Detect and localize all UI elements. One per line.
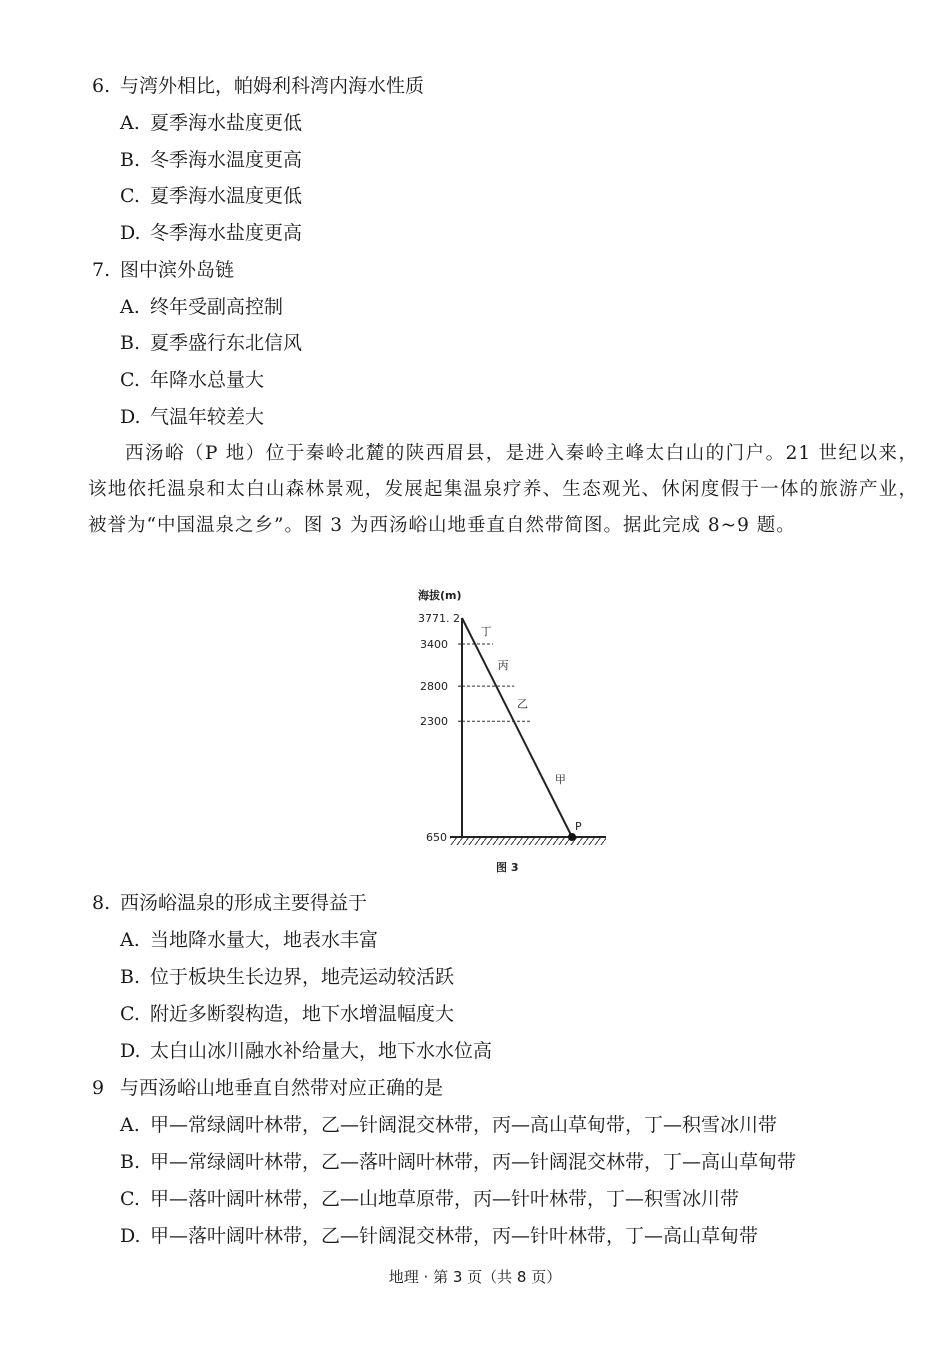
question-9-option-b bbox=[120, 1149, 796, 1175]
option-label: B. bbox=[120, 1151, 141, 1173]
y-axis-title: 海拔(m) bbox=[418, 589, 462, 602]
option-text: 甲—常绿阔叶林带，乙—落叶阔叶林带，丙—针阔混交林带，丁—高山草甸带 bbox=[150, 1151, 797, 1173]
option-label: B. bbox=[120, 332, 141, 354]
zone-label: 丙 bbox=[497, 659, 509, 673]
question-8-option-d bbox=[120, 1038, 492, 1064]
question-8-option-b bbox=[120, 964, 454, 990]
option-text: 附近多断裂构造，地下水增温幅度大 bbox=[150, 1003, 455, 1025]
option-label: D. bbox=[120, 406, 141, 428]
question-text: 与西汤峪山地垂直自然带对应正确的是 bbox=[120, 1077, 444, 1099]
base-elevation-label: 650 bbox=[426, 831, 447, 844]
elevation-tick-label: 2800 bbox=[420, 680, 448, 694]
question-8-stem bbox=[92, 890, 367, 916]
option-text: 冬季海水盐度更高 bbox=[150, 222, 303, 244]
option-text: 夏季盛行东北信风 bbox=[150, 332, 303, 354]
option-text: 夏季海水盐度更低 bbox=[150, 112, 303, 134]
ground-hatching bbox=[450, 837, 606, 845]
question-8-option-c bbox=[120, 1001, 454, 1027]
option-text: 位于板块生长边界，地壳运动较活跃 bbox=[150, 966, 455, 988]
question-9-option-c bbox=[120, 1186, 739, 1212]
option-label: D. bbox=[120, 1040, 141, 1062]
question-number: 7. bbox=[92, 259, 111, 281]
question-text: 西汤峪温泉的形成主要得益于 bbox=[120, 892, 368, 914]
elevation-tick-label: 2300 bbox=[420, 715, 448, 729]
figure-caption: 图 3 bbox=[496, 861, 519, 874]
elevation-tick-label: 3400 bbox=[420, 638, 448, 652]
peak-elevation-label: 3771. 2 bbox=[418, 612, 460, 625]
question-9-option-a bbox=[120, 1112, 777, 1138]
option-text: 甲—落叶阔叶林带，乙—山地草原带，丙—针叶林带，丁—积雪冰川带 bbox=[150, 1188, 740, 1210]
option-label: A. bbox=[120, 929, 140, 951]
option-label: C. bbox=[120, 1003, 140, 1025]
zone-label: 乙 bbox=[517, 697, 529, 711]
question-9-stem bbox=[92, 1075, 443, 1101]
question-text: 与湾外相比，帕姆利科湾内海水性质 bbox=[120, 75, 425, 97]
question-9-option-d bbox=[120, 1223, 758, 1249]
zone-label: 甲 bbox=[554, 773, 566, 787]
point-p-label: P bbox=[575, 820, 582, 833]
option-label: A. bbox=[120, 112, 140, 134]
option-label: A. bbox=[120, 1114, 140, 1136]
option-label: A. bbox=[120, 296, 140, 318]
option-text: 甲—落叶阔叶林带，乙—针阔混交林带，丙—针叶林带，丁—高山草甸带 bbox=[150, 1225, 759, 1247]
option-text: 终年受副高控制 bbox=[150, 296, 284, 318]
option-label: C. bbox=[120, 1188, 140, 1210]
question-6-option-d bbox=[120, 220, 302, 246]
option-text: 当地降水量大，地表水丰富 bbox=[150, 929, 379, 951]
question-number: 9 bbox=[92, 1077, 105, 1099]
option-text: 夏季海水温度更低 bbox=[150, 185, 303, 207]
question-8-option-a bbox=[120, 927, 378, 953]
page-footer: 地理 · 第 3 页（共 8 页） bbox=[388, 1268, 562, 1286]
question-6-option-c bbox=[120, 183, 302, 209]
question-number: 6. bbox=[92, 75, 111, 97]
point-p-marker bbox=[568, 833, 576, 841]
option-text: 年降水总量大 bbox=[150, 369, 265, 391]
zone-label: 丁 bbox=[480, 625, 492, 639]
figure-3-vertical-zones bbox=[400, 585, 640, 885]
option-label: B. bbox=[120, 149, 141, 171]
option-text: 冬季海水温度更高 bbox=[150, 149, 303, 171]
question-number: 8. bbox=[92, 892, 111, 914]
option-label: C. bbox=[120, 185, 140, 207]
vertical-zone-diagram bbox=[400, 585, 640, 885]
passage-text: 西汤峪（P 地）位于秦岭北麓的陕西眉县，是进入秦岭主峰太白山的门户。21 世纪以来，该地依托温泉和太白山森林景观，发展起集温泉疗养、生态观光、休闲度假于一体的旅游产业，被誉为“中国温泉之乡”。图 3 为西汤峪山地垂直自然带简图。据此完成 8~9 题。 bbox=[88, 443, 918, 536]
reading-passage bbox=[88, 436, 918, 544]
question-text: 图中滨外岛链 bbox=[120, 259, 235, 281]
option-text: 气温年较差大 bbox=[150, 406, 265, 428]
question-6-option-b bbox=[120, 147, 302, 173]
option-label: C. bbox=[120, 369, 140, 391]
question-6-option-a bbox=[120, 110, 302, 136]
option-label: D. bbox=[120, 222, 141, 244]
option-label: B. bbox=[120, 966, 141, 988]
option-text: 太白山冰川融水补给量大，地下水水位高 bbox=[150, 1040, 493, 1062]
option-label: D. bbox=[120, 1225, 141, 1247]
question-7-option-c bbox=[120, 367, 264, 393]
question-7-option-a bbox=[120, 294, 283, 320]
question-7-option-b bbox=[120, 330, 302, 356]
question-7-stem bbox=[92, 257, 234, 283]
mountain-slope bbox=[462, 618, 572, 837]
question-7-option-d bbox=[120, 404, 264, 430]
question-6-stem bbox=[92, 73, 424, 99]
option-text: 甲—常绿阔叶林带，乙—针阔混交林带，丙—高山草甸带，丁—积雪冰川带 bbox=[150, 1114, 778, 1136]
